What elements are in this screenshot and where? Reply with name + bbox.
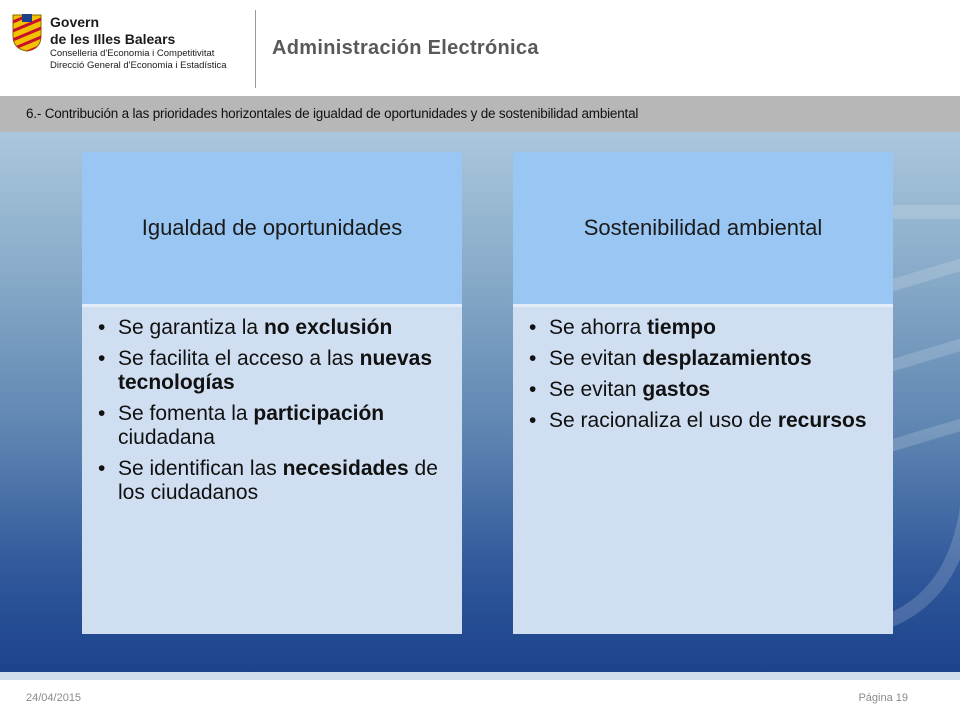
card-header [513,152,893,304]
footer [0,680,960,720]
card-header [82,152,462,304]
header-divider [255,10,256,88]
card-title: Igualdad de oportunidades [141,215,403,240]
card-title: Sostenibilidad ambiental [583,215,823,240]
card-equal-opportunities [82,152,464,636]
list-item: • Se evitan gastos [527,378,877,402]
org-sub-line1: Conselleria d'Economia i Competitivitat [50,48,215,59]
bullet-list [82,304,462,505]
organization-block [50,14,227,72]
page-number: Página 19 [858,692,908,704]
bullet-list [513,304,893,433]
org-name-line1: Govern [50,14,100,30]
list-item: • Se garantiza la no exclusión [96,316,446,340]
org-sub-line2: Direcció General d'Economia i Estadística [50,60,227,71]
card-environmental-sustainability [513,152,895,636]
coat-of-arms-icon [12,14,42,52]
app-title: Administración Electrónica [272,37,539,59]
list-item: • Se facilita el acceso a las nuevas tecnologías [96,347,446,395]
list-item: • Se ahorra tiempo [527,316,877,340]
list-item: • Se fomenta la participación ciudadana [96,402,446,450]
section-title: 6.- Contribución a las prioridades horizontales de igualdad de oportunidades y de sostenibilidad ambiental [26,106,639,121]
header [0,0,960,96]
section-band [0,96,960,132]
list-item: • Se identifican las necesidades de los ciudadanos [96,457,446,505]
org-name-line2: de les Illes Balears [50,31,176,47]
footer-date: 24/04/2015 [26,692,82,704]
card-body [82,304,462,634]
list-item: • Se racionaliza el uso de recursos [527,409,877,433]
bottom-strip [0,672,960,680]
card-body [513,304,893,634]
list-item: • Se evitan desplazamientos [527,347,877,371]
